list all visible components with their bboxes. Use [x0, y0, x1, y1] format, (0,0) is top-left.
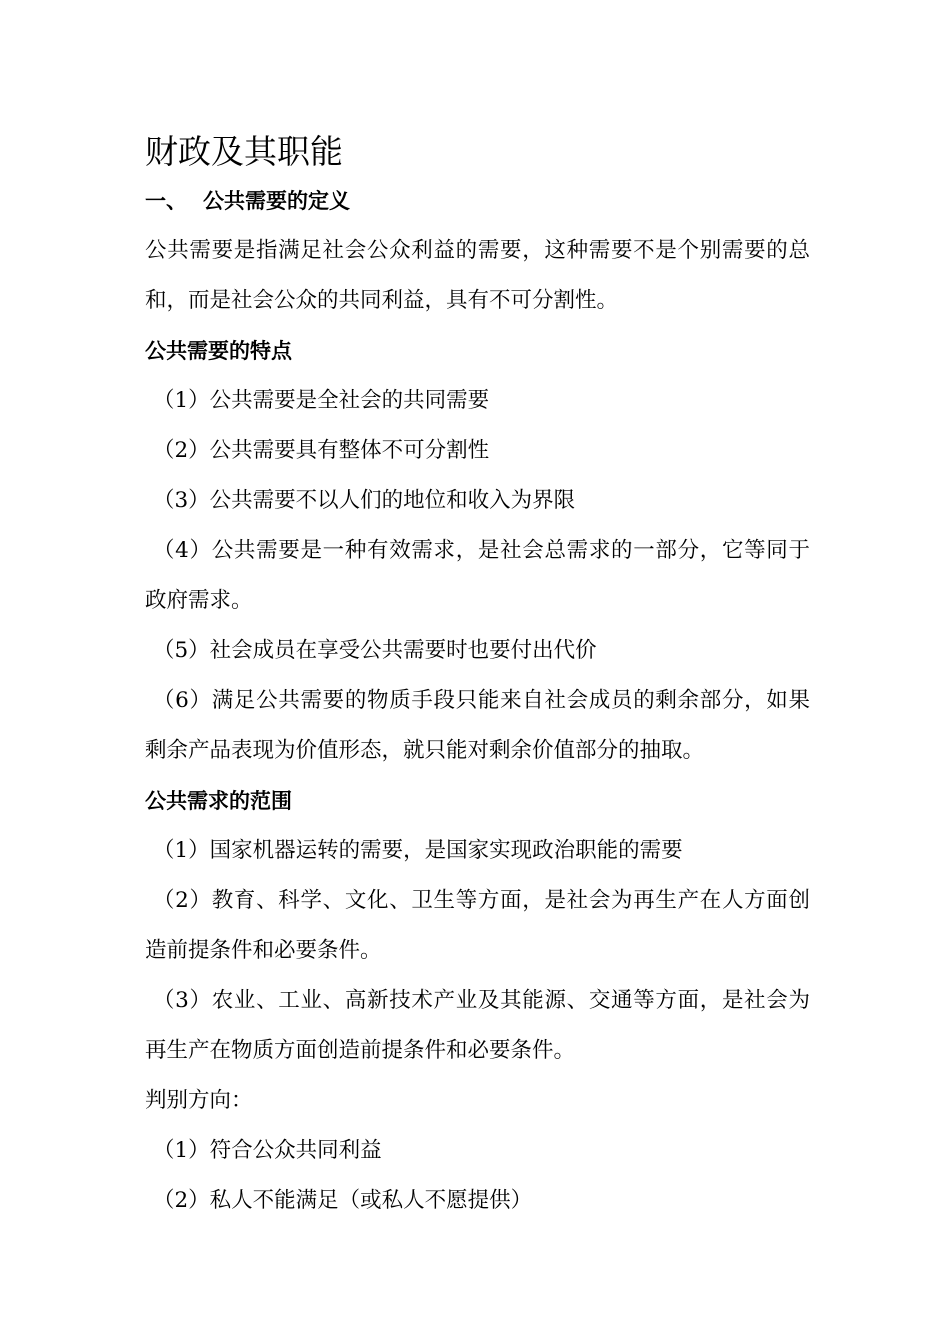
criteria-item: （1）符合公众共同利益	[153, 1138, 382, 1163]
feature-item: （2）公共需要具有整体不可分割性	[153, 438, 490, 463]
feature-item: （4）公共需要是一种有效需求，是社会总需求的一部分，它等同于政府需求。	[145, 538, 810, 613]
scope-heading: 公共需求的范围	[145, 789, 292, 813]
document-title: 财政及其职能	[145, 132, 343, 171]
section-title: 公共需要的定义	[203, 189, 350, 213]
feature-item: （1）公共需要是全社会的共同需要	[153, 388, 490, 413]
definition-paragraph: 公共需要是指满足社会公众利益的需要，这种需要不是个别需要的总和，而是社会公众的共同利益，具有不可分割性。	[145, 238, 810, 313]
feature-item: （6）满足公共需要的物质手段只能来自社会成员的剩余部分，如果剩余产品表现为价值形态，就只能对剩余价值部分的抽取。	[145, 688, 810, 763]
scope-item: （3）农业、工业、高新技术产业及其能源、交通等方面，是社会为再生产在物质方面创造前提条件和必要条件。	[145, 988, 810, 1063]
scope-item: （2）教育、科学、文化、卫生等方面，是社会为再生产在人方面创造前提条件和必要条件。	[145, 888, 810, 963]
features-heading: 公共需要的特点	[145, 339, 292, 363]
document-page	[145, 128, 810, 1226]
criteria-item: （2）私人不能满足（或私人不愿提供）	[153, 1188, 533, 1213]
feature-item: （5）社会成员在享受公共需要时也要付出代价	[153, 638, 597, 663]
section-heading	[145, 176, 810, 226]
scope-item: （1）国家机器运转的需要，是国家实现政治职能的需要	[153, 838, 683, 863]
criteria-heading: 判别方向：	[145, 1088, 253, 1113]
feature-item: （3）公共需要不以人们的地位和收入为界限	[153, 488, 576, 513]
section-number: 一、	[145, 189, 187, 213]
